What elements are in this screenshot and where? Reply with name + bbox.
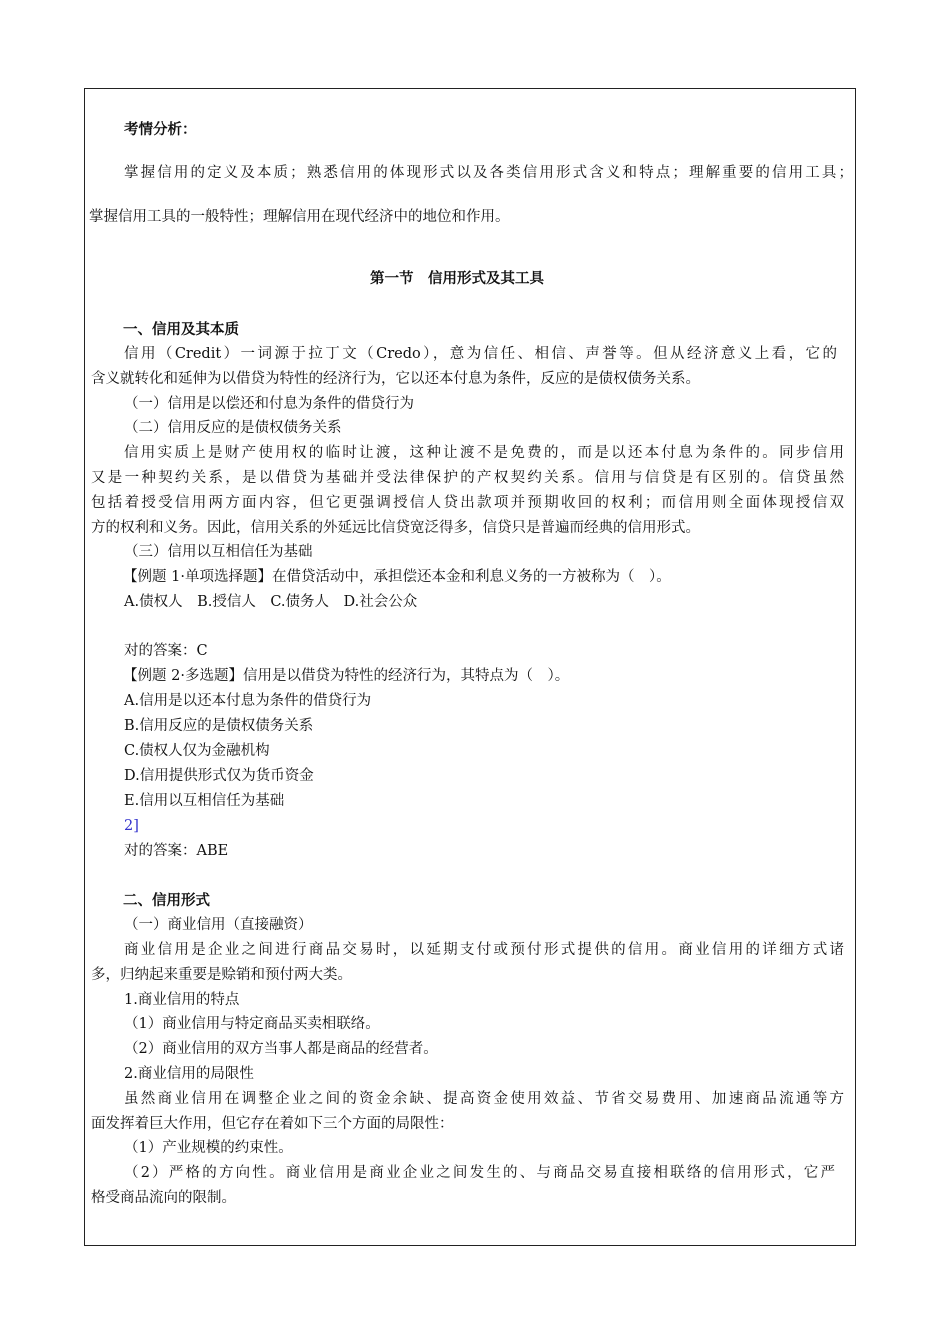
part2-point-2b-line-1: （2）严格的方向性。商业信用是商业企业之间发生的、与商品交易直接相联络的信用形式，它严	[124, 1165, 835, 1181]
part2-point-1: 1.商业信用的特点	[124, 992, 240, 1008]
part2-heading: 二、信用形式	[123, 892, 210, 909]
part1-sub-1: （一）信用是以偿还和付息为条件的借贷行为	[124, 396, 414, 412]
example1-answer: 对的答案：C	[124, 643, 208, 659]
part1-para2-line-4: 方的权利和义务。因此，信用关系的外延远比信贷宽泛得多，信贷只是普遍而经典的信用形式。	[91, 520, 700, 536]
part1-para2-line-2: 又是一种契约关系，是以借贷为基础并受法律保护的产权契约关系。信用与信贷是有区别的。信贷虽然	[91, 470, 844, 486]
part2-point-1b: （2）商业信用的双方当事人都是商品的经营者。	[124, 1041, 438, 1057]
part1-sub-3: （三）信用以互相信任为基础	[124, 544, 313, 560]
example2-option-a: A.信用是以还本付息为条件的借贷行为	[124, 693, 372, 709]
part1-para2-line-3: 包括着授受信用两方面内容，但它更强调授信人贷出款项并预期收回的权利；而信用则全面体现授信双	[91, 495, 844, 511]
exam-analysis-line-1: 掌握信用的定义及本质；熟悉信用的体现形式以及各类信用形式含义和特点；理解重要的信用工具；	[124, 165, 853, 181]
part2-para2-line-2: 面发挥着巨大作用，但它存在着如下三个方面的局限性：	[91, 1116, 454, 1132]
part1-heading: 一、信用及其本质	[123, 321, 239, 338]
part2-point-2b-line-2: 格受商品流向的限制。	[91, 1190, 236, 1206]
part2-sub-1: （一）商业信用（直接融资）	[124, 917, 313, 933]
part1-para1-line-2: 含义就转化和延伸为以借贷为特性的经济行为，它以还本付息为条件，反应的是债权债务关系。	[91, 371, 700, 387]
example1-question: 【例题 1·单项选择题】在借贷活动中，承担偿还本金和利息义务的一方被称为（ ）。	[123, 569, 671, 585]
part1-para2-line-1: 信用实质上是财产使用权的临时让渡，这种让渡不是免费的，而是以还本付息为条件的。同步信用	[124, 445, 844, 461]
exam-analysis-line-2: 掌握信用工具的一般特性；理解信用在现代经济中的地位和作用。	[89, 209, 510, 225]
example2-option-e: E.信用以互相信任为基础	[124, 793, 285, 809]
part1-sub-2: （二）信用反应的是债权债务关系	[124, 420, 342, 436]
example2-answer: 对的答案：ABE	[124, 843, 229, 859]
example1-options: A.债权人 B.授信人 C.债务人 D.社会公众	[124, 594, 418, 610]
example2-option-b: B.信用反应的是债权债务关系	[124, 718, 314, 734]
example2-option-d: D.信用提供形式仅为货币资金	[124, 768, 314, 784]
part2-para2-line-1: 虽然商业信用在调整企业之间的资金余缺、提高资金使用效益、节省交易费用、加速商品流通等方	[124, 1091, 844, 1107]
example2-question: 【例题 2·多选题】信用是以借贷为特性的经济行为，其特点为（ ）。	[123, 668, 570, 684]
part2-point-2a: （1）产业规模的约束性。	[124, 1140, 293, 1156]
exam-analysis-heading: 考情分析：	[124, 121, 197, 138]
section-title: 第一节 信用形式及其工具	[370, 270, 544, 287]
part2-para1-line-2: 多，归纳起来重要是赊销和预付两大类。	[91, 967, 352, 983]
part2-point-2: 2.商业信用的局限性	[124, 1066, 254, 1082]
example2-option-c: C.债权人仅为金融机构	[124, 743, 270, 759]
part2-para1-line-1: 商业信用是企业之间进行商品交易时，以延期支付或预付形式提供的信用。商业信用的详细方式诸	[124, 942, 844, 958]
example2-marker-link[interactable]: 2]	[124, 818, 139, 834]
part2-point-1a: （1）商业信用与特定商品买卖相联络。	[124, 1016, 380, 1032]
part1-para1-line-1: 信用（Credit）一词源于拉丁文（Credo），意为信任、相信、声誉等。但从经济意义上看，它的	[124, 346, 837, 362]
